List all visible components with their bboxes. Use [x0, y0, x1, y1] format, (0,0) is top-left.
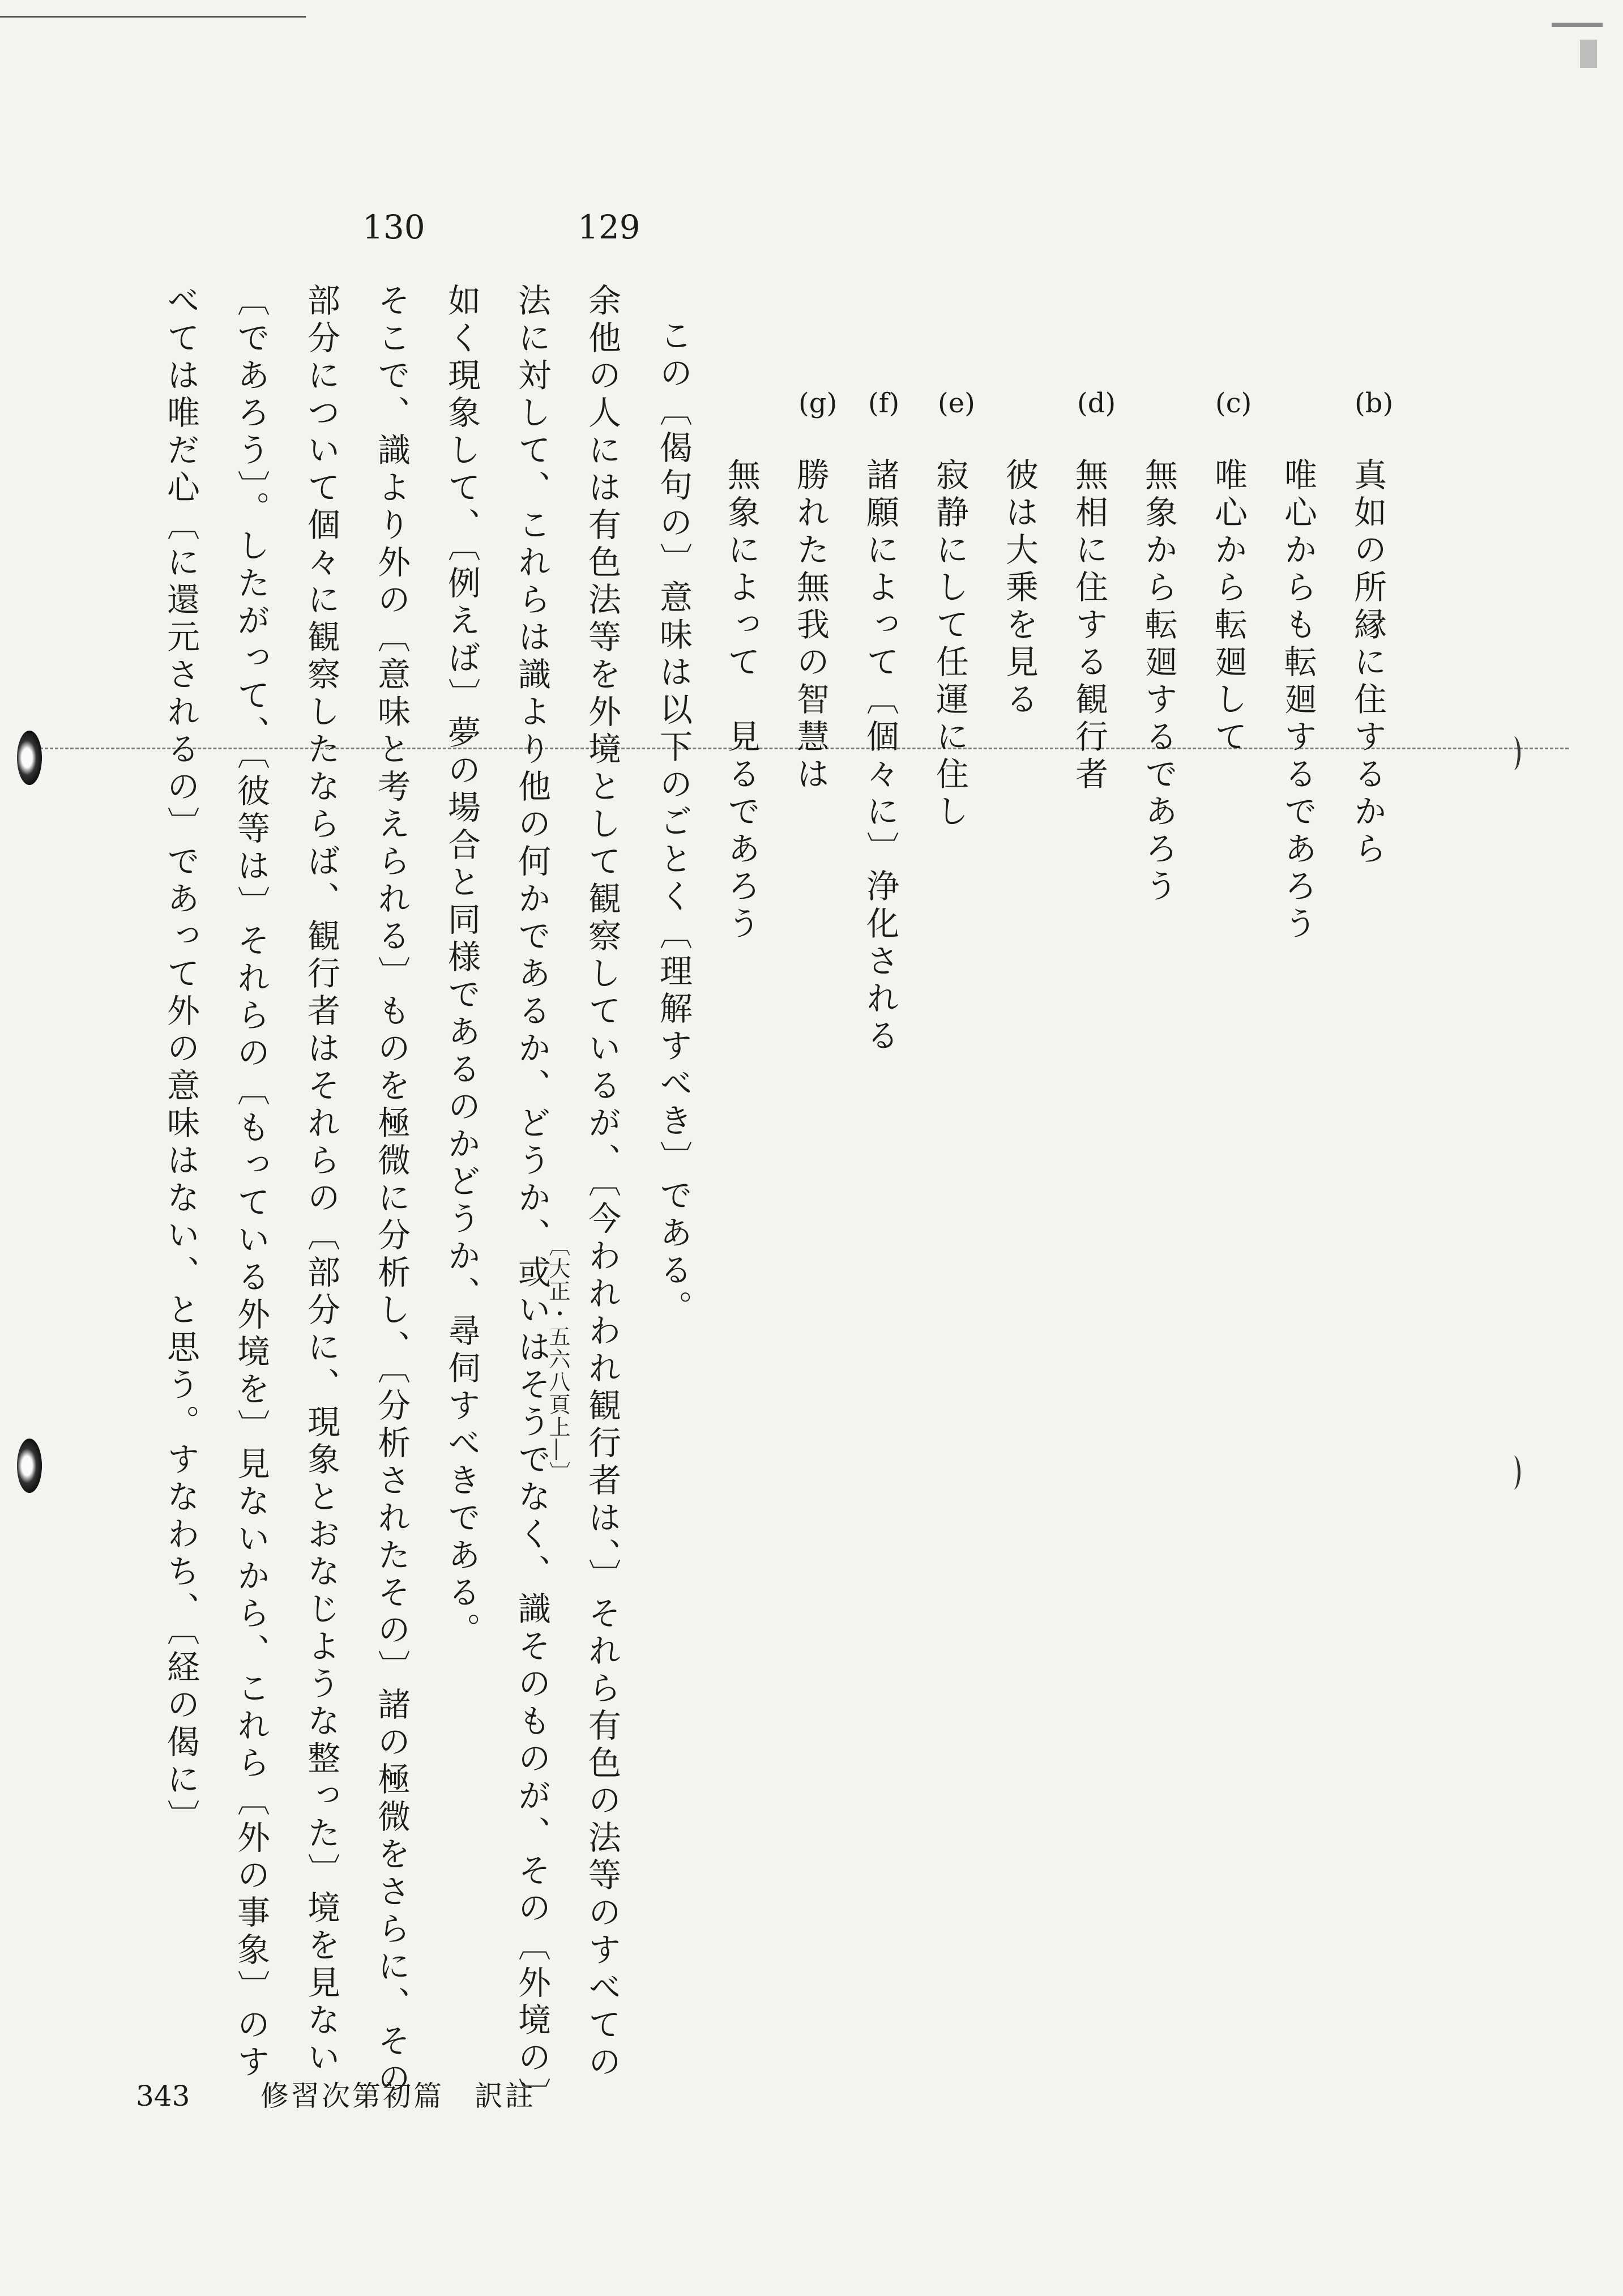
- binder-hole-lower-icon: [17, 1439, 42, 1493]
- edge-mark-upper-icon: [1506, 736, 1521, 770]
- inline-citation-note: 〔大正・五六八頁上―〕: [545, 1235, 570, 1484]
- scan-noise: [1552, 23, 1603, 27]
- verse-line: 真如の所縁に住するから: [1348, 458, 1387, 869]
- verse-line: 諸願によって〔個々に〕浄化される: [861, 458, 899, 1056]
- verse-label-f: (f): [868, 387, 900, 419]
- verse-line: 唯心からも転廻するであろう: [1279, 458, 1317, 944]
- footer-title: 修習次第初篇 訳註: [260, 2080, 536, 2113]
- verse-label-g: (g): [798, 387, 838, 419]
- prose-line: 余他の人には有色法等を外境として観察しているが、〔今われわれ観行者は、〕それら有色の法等のすべての: [583, 283, 621, 2082]
- verse-label-c: (c): [1215, 387, 1252, 419]
- prose-line: 如く現象して、〔例えば〕夢の場合と同様であるのかどうか、尋伺すべきである。: [442, 283, 481, 1650]
- verse-line: 無象から転廻するであろう: [1139, 458, 1178, 906]
- verse-label-b: (b): [1355, 387, 1394, 419]
- prose-line: 部分について個々に観察したならば、観行者はそれらの〔部分に、現象とおなじような整った〕境を見ない: [302, 283, 340, 2077]
- prose-line: べては唯だ心〔に還元されるの〕であって外の意味はない、と思う。すなわち、〔経の偈に〕: [161, 283, 200, 1837]
- verse-line: 無象によって 見るであろう: [722, 458, 761, 944]
- verse-line: 彼は大乗を見る: [1000, 458, 1039, 719]
- prose-line: そこで、識より外の〔意味と考えられる〕ものを極微に分析し、〔分析されたその〕諸の極微をさらに、その: [372, 283, 411, 2098]
- verse-line: 無相に住する観行者: [1070, 458, 1108, 794]
- page-ref-left: 130: [362, 208, 425, 246]
- footer-page-number: 343: [136, 2080, 190, 2113]
- verse-line: 寂静にして任運に住し: [930, 458, 969, 831]
- edge-mark-lower-icon: [1506, 1456, 1521, 1490]
- prose-line: 〔であろう〕。したがって、〔彼等は〕それらの〔もっている外境を〕見ないから、これら〔外の事象〕のす: [232, 283, 270, 2082]
- verse-label-d: (d): [1077, 387, 1116, 419]
- scan-edge-line: [0, 16, 306, 18]
- verse-line: 勝れた無我の智慧は: [791, 458, 830, 794]
- binder-hole-upper-icon: [17, 731, 42, 785]
- verse-label-e: (e): [938, 387, 975, 419]
- page-ref-right: 129: [578, 208, 640, 246]
- scan-noise: [1580, 40, 1597, 68]
- prose-line: 法に対して、これらは識より他の何かであるか、どうか、或いはそうでなく、識そのものが、その〔外境の〕: [512, 283, 551, 2115]
- verse-line: 唯心から転廻して: [1209, 458, 1248, 757]
- prose-line: この〔偈句の〕意味は以下のごとく〔理解すべき〕である。: [654, 318, 693, 1328]
